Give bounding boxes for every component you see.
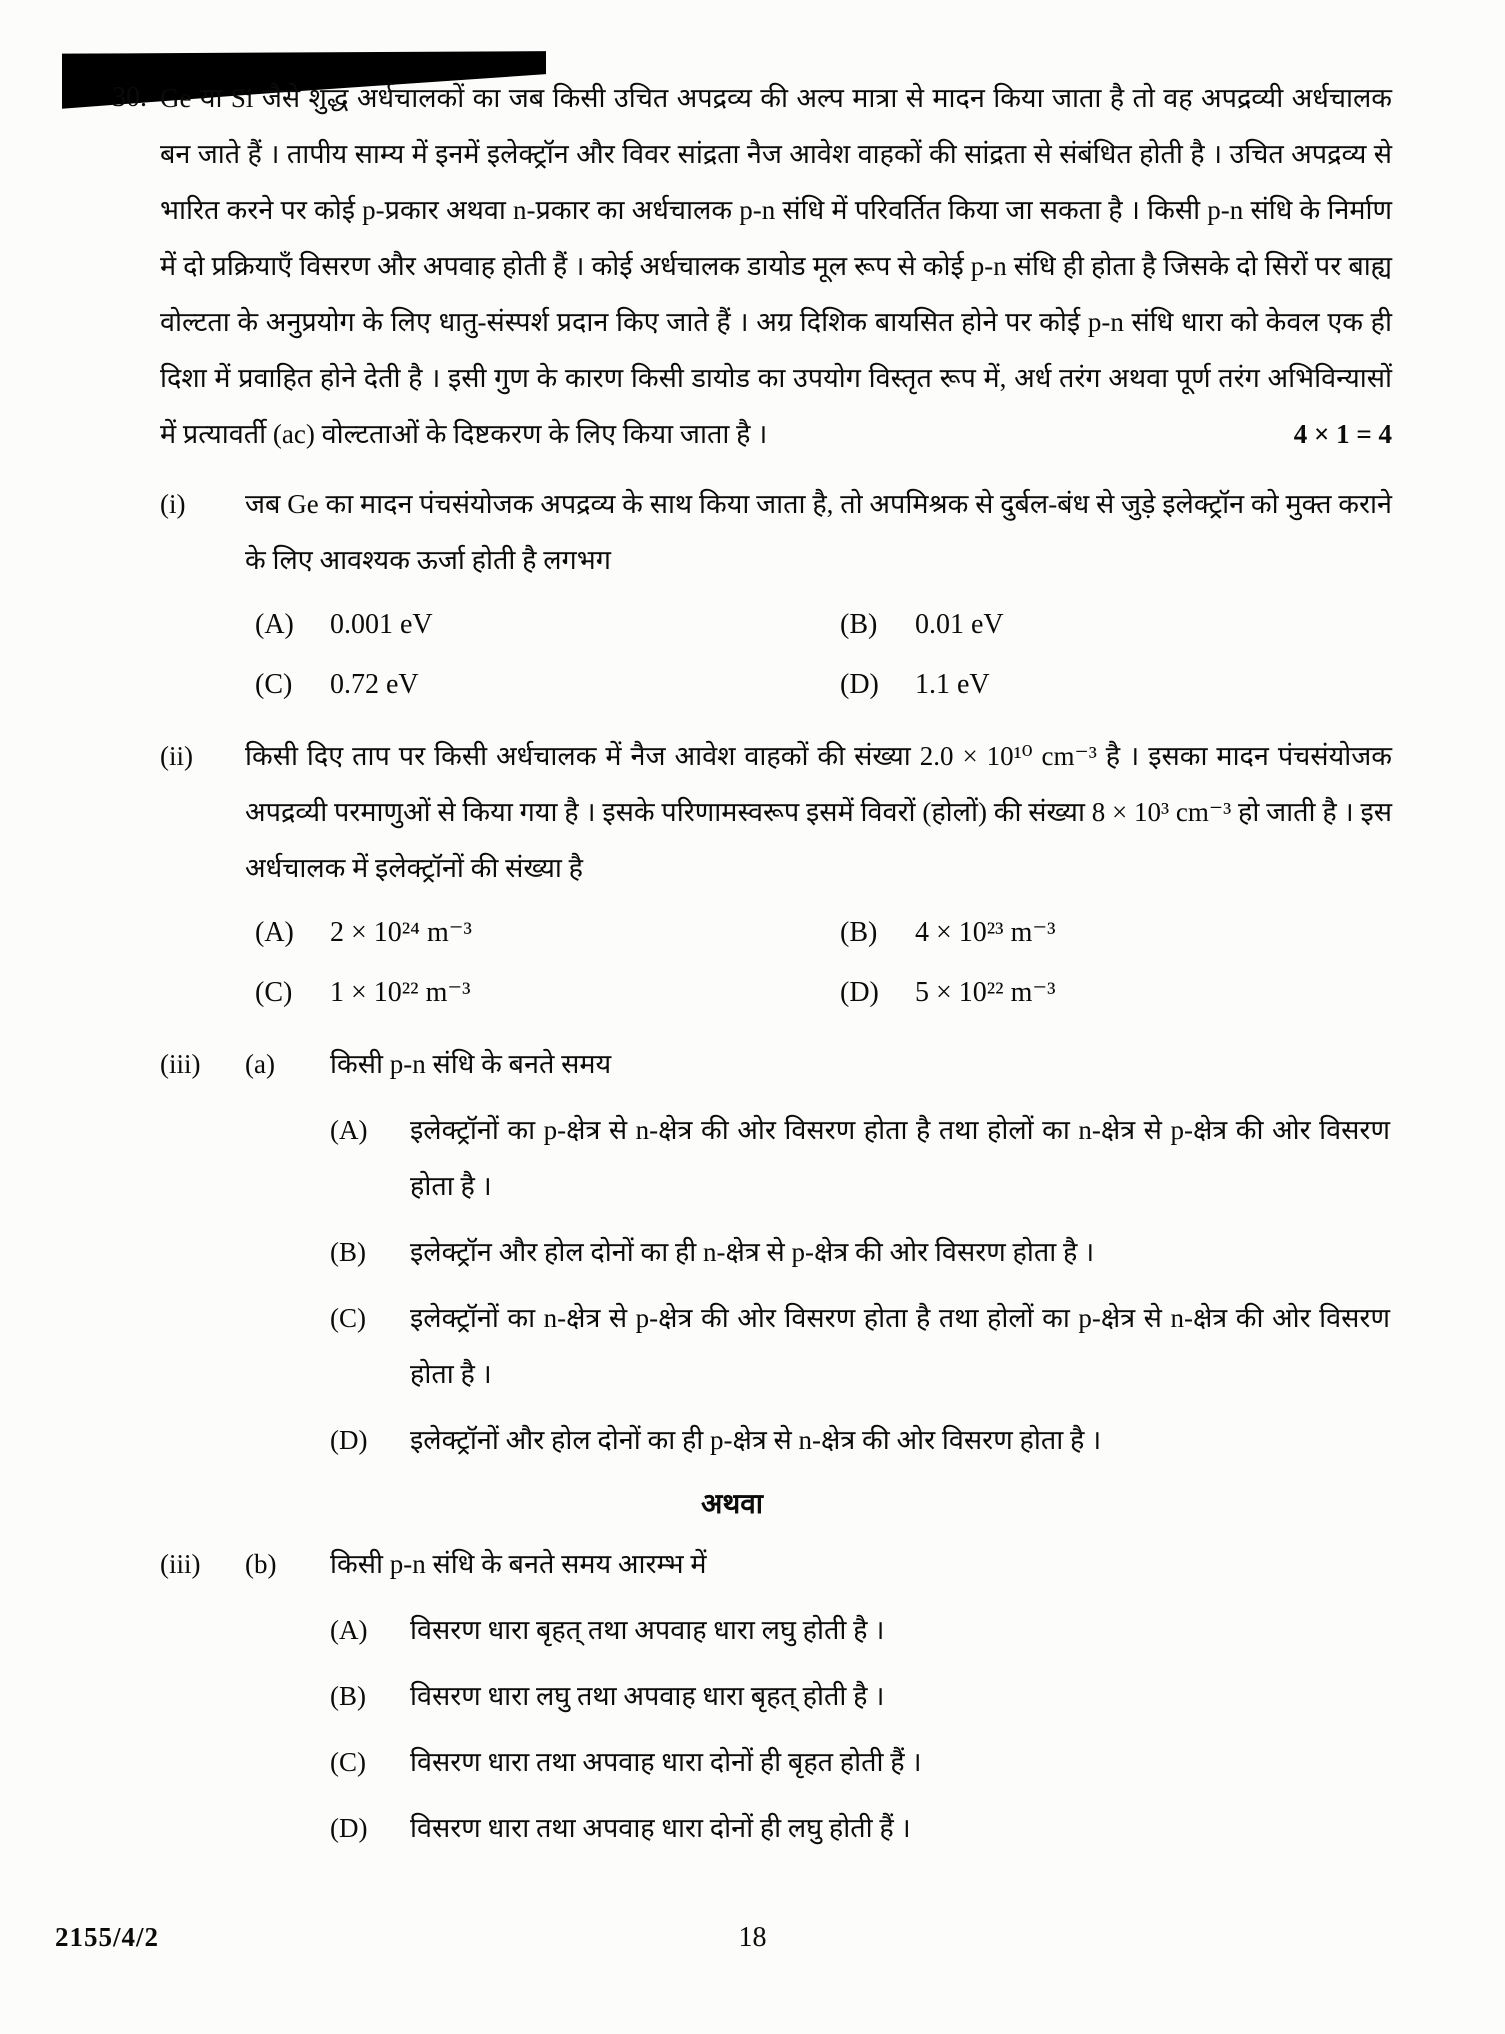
option-a xyxy=(330,1602,1392,1658)
part-iii-b xyxy=(160,1536,1392,1856)
option-c xyxy=(330,1290,1392,1402)
option-a xyxy=(255,904,840,962)
part-iii-b-label: (iii) xyxy=(160,1549,201,1579)
part-iii-a-text: किसी p-n संधि के बनते समय xyxy=(330,1049,612,1079)
part-iii-b-sublabel: (b) xyxy=(245,1549,277,1579)
option-letter: (D) xyxy=(840,977,879,1008)
option-letter: (D) xyxy=(330,1813,368,1843)
part-iii-b-row xyxy=(160,1536,1392,1592)
part-iii-b-text: किसी p-n संधि के बनते समय आरम्भ में xyxy=(330,1549,707,1579)
option-letter: (A) xyxy=(255,609,294,640)
option-b xyxy=(330,1224,1392,1280)
option-value: 0.001 eV xyxy=(330,609,433,640)
option-a xyxy=(255,596,840,654)
option-value: इलेक्ट्रॉन और होल दोनों का ही n-क्षेत्र से p-क्षेत्र की ओर विसरण होता है । xyxy=(410,1237,1095,1267)
question-stem-column xyxy=(160,70,1392,462)
part-iii-a-row xyxy=(160,1036,1392,1092)
option-letter: (B) xyxy=(330,1237,366,1267)
marks-label: 4 × 1 = 4 xyxy=(1293,419,1392,449)
option-letter: (C) xyxy=(330,1747,366,1777)
part-ii-row xyxy=(160,728,1392,896)
option-d xyxy=(330,1412,1392,1468)
option-letter: (C) xyxy=(255,977,293,1008)
option-letter: (A) xyxy=(330,1115,368,1145)
option-value: विसरण धारा बृहत् तथा अपवाह धारा लघु होती है । xyxy=(410,1615,885,1645)
option-value: इलेक्ट्रॉनों का p-क्षेत्र से n-क्षेत्र की ओर विसरण होता है तथा होलों का n-क्षेत्र से p-क्षेत्र की ओर विसरण होता है । xyxy=(410,1115,1390,1201)
option-c xyxy=(255,656,840,714)
option-letter: (A) xyxy=(330,1615,368,1645)
footer-paper-code: 2155/4/2 xyxy=(55,1922,160,1952)
part-ii-text: किसी दिए ताप पर किसी अर्धचालक में नैज आवेश वाहकों की संख्या 2.0 × 10¹⁰ cm⁻³ है । इसका मादन पंचसंयोजक अपद्रव्यी परमाणुओं से किया गया है । इसके परिणामस्वरूप इसमें विवरों (होलों) की संख्या 8 × 10³ cm⁻³ हो जाती है । इस अर्धचालक में इलेक्ट्रॉनों की संख्या है xyxy=(245,741,1392,883)
option-value: 1.1 eV xyxy=(915,669,990,700)
question-30 xyxy=(112,70,1392,462)
option-c xyxy=(330,1734,1392,1790)
option-letter: (D) xyxy=(840,669,879,700)
part-iii-a xyxy=(160,1036,1392,1468)
option-d xyxy=(330,1800,1392,1856)
option-value: विसरण धारा लघु तथा अपवाह धारा बृहत् होती है । xyxy=(410,1681,885,1711)
part-i-options xyxy=(255,596,1392,714)
part-iii-a-options xyxy=(330,1102,1392,1468)
option-letter: (C) xyxy=(330,1303,366,1333)
part-ii-options xyxy=(255,904,1392,1022)
option-c xyxy=(255,964,840,1022)
option-value: इलेक्ट्रॉनों और होल दोनों का ही p-क्षेत्र से n-क्षेत्र की ओर विसरण होता है । xyxy=(410,1425,1102,1455)
option-letter: (B) xyxy=(330,1681,366,1711)
option-letter: (D) xyxy=(330,1425,368,1455)
option-d xyxy=(840,964,1392,1022)
option-value: 4 × 10²³ m⁻³ xyxy=(915,917,1056,948)
or-separator: अथवा xyxy=(700,1489,764,1520)
part-iii-a-sublabel: (a) xyxy=(245,1049,275,1079)
option-value: 5 × 10²² m⁻³ xyxy=(915,977,1056,1008)
option-a xyxy=(330,1102,1392,1214)
part-i-label: (i) xyxy=(160,489,186,519)
part-i-text: जब Ge का मादन पंचसंयोजक अपद्रव्य के साथ किया जाता है, तो अपमिश्रक से दुर्बल-बंध से जुड़े इलेक्ट्रॉन को मुक्त कराने के लिए आवश्यक ऊर्जा होती है लगभग xyxy=(245,489,1392,575)
part-i-row xyxy=(160,476,1392,588)
option-letter: (A) xyxy=(255,917,294,948)
option-letter: (C) xyxy=(255,669,293,700)
option-value: 0.72 eV xyxy=(330,669,419,700)
part-ii xyxy=(160,728,1392,1022)
option-value: इलेक्ट्रॉनों का n-क्षेत्र से p-क्षेत्र की ओर विसरण होता है तथा होलों का p-क्षेत्र से n-क्षेत्र की ओर विसरण होता है । xyxy=(410,1303,1390,1389)
part-ii-label: (ii) xyxy=(160,741,193,771)
page-content xyxy=(112,70,1392,1866)
question-number: 30. xyxy=(112,82,147,113)
footer-page-number: 18 xyxy=(738,1922,767,1953)
option-b xyxy=(840,904,1392,962)
option-letter: (B) xyxy=(840,609,878,640)
option-value: 1 × 10²² m⁻³ xyxy=(330,977,471,1008)
option-value: 0.01 eV xyxy=(915,609,1004,640)
part-i xyxy=(160,476,1392,714)
option-b xyxy=(330,1668,1392,1724)
question-stem: Ge या Si जैसे शुद्ध अर्धचालकों का जब किसी उचित अपद्रव्य की अल्प मात्रा से मादन किया जाता है तो वह अपद्रव्यी अर्धचालक बन जाते हैं । तापीय साम्य में इनमें इलेक्ट्रॉन और विवर सांद्रता नैज आवेश वाहकों की सांद्रता से संबंधित होती है । उचित अपद्रव्य से भारित करने पर कोई p-प्रकार अथवा n-प्रकार का अर्धचालक p-n संधि में परिवर्तित किया जा सकता है । किसी p-n संधि के निर्माण में दो प्रक्रियाएँ विसरण और अपवाह होती हैं । कोई अर्धचालक डायोड मूल रूप से कोई p-n संधि ही होता है जिसके दो सिरों पर बाह्य वोल्टता के अनुप्रयोग के लिए धातु-संस्पर्श प्रदान किए जाते हैं । अग्र दिशिक बायसित होने पर कोई p-n संधि धारा को केवल एक ही दिशा में प्रवाहित होने देती है । इसी गुण के कारण किसी डायोड का उपयोग विस्तृत रूप में, अर्ध तरंग अथवा पूर्ण तरंग अभिविन्यासों में प्रत्यावर्ती (ac) वोल्टताओं के दिष्टकरण के लिए किया जाता है । xyxy=(160,83,1392,449)
part-iii-a-label: (iii) xyxy=(160,1049,201,1079)
option-value: विसरण धारा तथा अपवाह धारा दोनों ही बृहत होती हैं । xyxy=(410,1747,922,1777)
option-d xyxy=(840,656,1392,714)
part-iii-b-options xyxy=(330,1602,1392,1856)
option-value: 2 × 10²⁴ m⁻³ xyxy=(330,917,472,948)
option-b xyxy=(840,596,1392,654)
option-value: विसरण धारा तथा अपवाह धारा दोनों ही लघु होती हैं । xyxy=(410,1813,911,1843)
option-letter: (B) xyxy=(840,917,878,948)
